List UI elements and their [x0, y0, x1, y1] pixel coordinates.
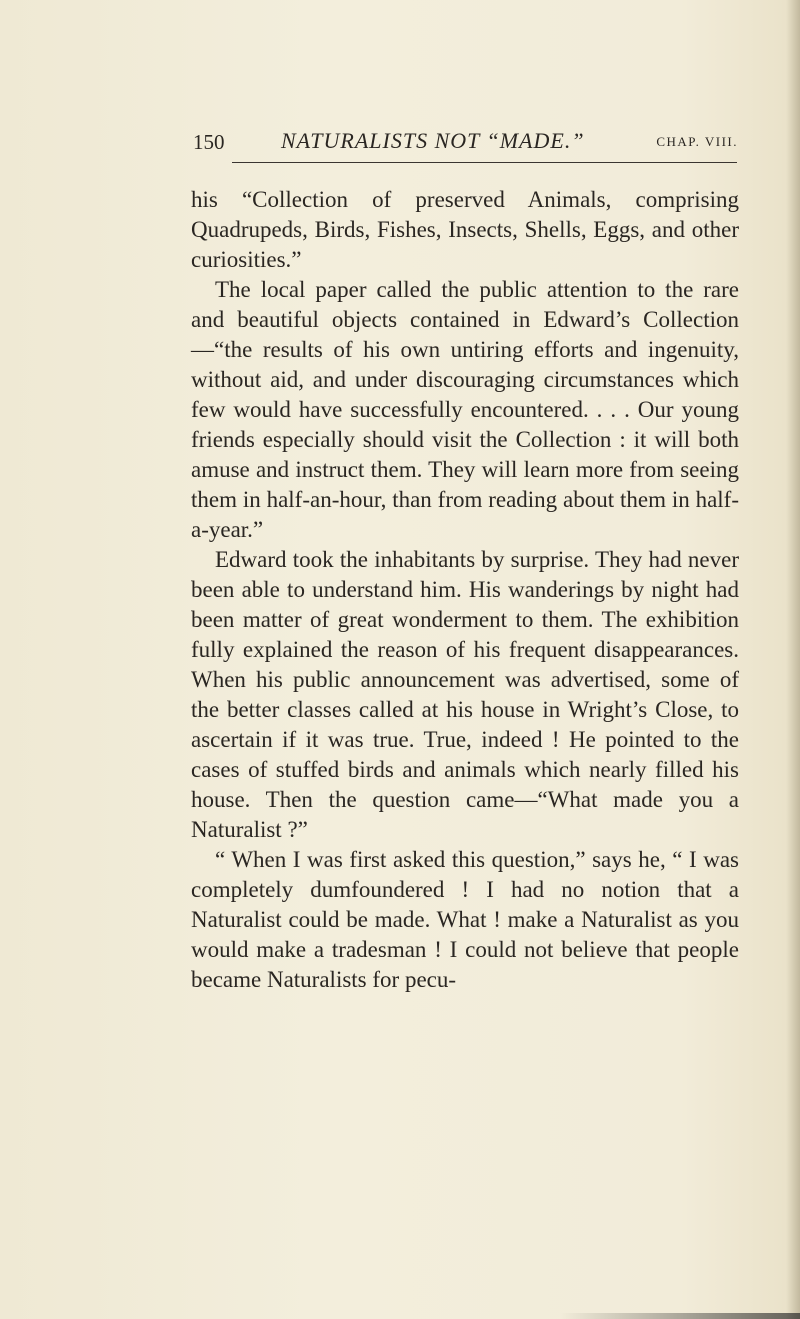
page-bottom-edge — [560, 1313, 800, 1319]
paragraph: “ When I was first asked this question,” says he, “ I was completely dumfoundered ! I had no notion that a Naturalist could be made. What ! make a Naturalist as you would make a tradesman ! I could not believe that people became Naturalists for pecu- — [191, 847, 739, 992]
paragraph: his “Collection of preserved Animals, comprising Quadrupeds, Birds, Fishes, Insects, Shells, Eggs, and other curiosities.” — [191, 187, 739, 272]
body-text — [191, 185, 739, 995]
page-number: 150 — [193, 130, 225, 154]
paragraph: The local paper called the public attention to the rare and beautiful objects contained in Edward’s Collection—“the results of his own untiring efforts and ingenuity, without aid, and under discouraging circumstances which few would have successfully encountered. . . . Our young friends especially should visit the Collection : it will both amuse and instruct them. They will learn more from seeing them in half-an-hour, than from reading about them in half-a-year.” — [191, 277, 739, 542]
page-edge-shadow — [786, 0, 800, 1319]
paragraph: Edward took the inhabitants by surprise. They had never been able to understand him. His wanderings by night had been matter of great wonderment to them. The exhibition fully explained the reason of his frequent disappearances. When his public announcement was advertised, some of the better classes called at his house in Wright’s Close, to ascertain if it was true. True, indeed ! He pointed to the cases of stuffed birds and animals which nearly filled his house. Then the question came—“What made you a Naturalist ?” — [191, 547, 739, 842]
running-title: NATURALISTS NOT “MADE.” — [281, 128, 585, 153]
running-head — [193, 126, 738, 156]
header-rule — [232, 162, 737, 163]
chapter-label: CHAP. VIII. — [656, 134, 738, 149]
